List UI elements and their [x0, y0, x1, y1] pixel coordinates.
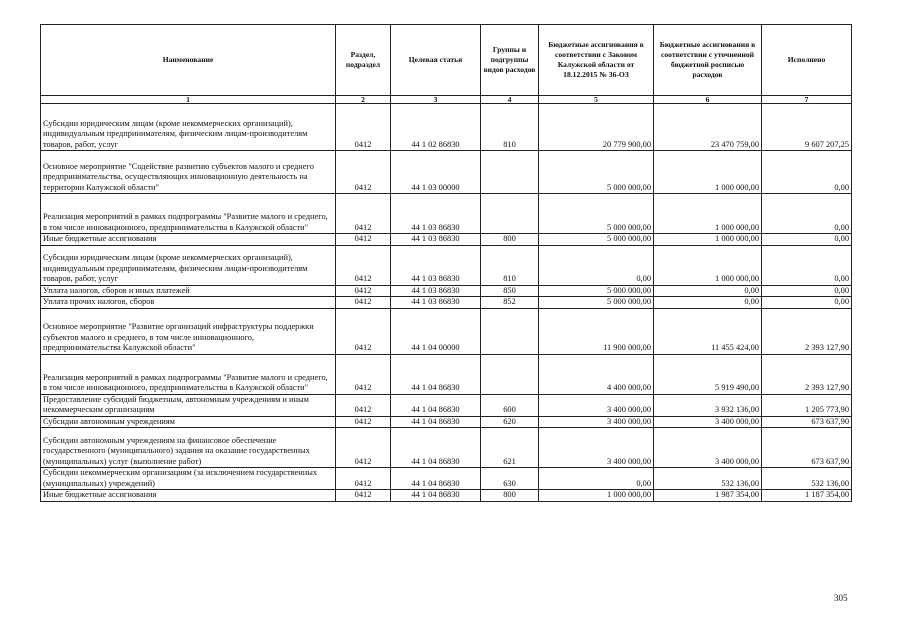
row-law-amount-cell: 20 779 900,00 — [539, 104, 654, 151]
row-article-cell: 44 1 04 86830 — [391, 394, 481, 416]
row-section-cell: 0412 — [336, 490, 391, 502]
row-law-amount-cell: 5 000 000,00 — [539, 194, 654, 234]
header-section: Раздел, подраздел — [336, 25, 391, 96]
table-row — [41, 245, 852, 285]
row-refined-amount-cell: 23 470 759,00 — [654, 104, 762, 151]
row-article-cell: 44 1 04 86830 — [391, 416, 481, 428]
table-row — [41, 416, 852, 428]
header-name: Наименование — [41, 25, 336, 96]
row-law-amount-cell: 11 900 000,00 — [539, 308, 654, 354]
row-section-cell: 0412 — [336, 194, 391, 234]
row-refined-amount-cell: 1 987 354,00 — [654, 490, 762, 502]
row-group-cell: 810 — [481, 104, 539, 151]
row-group-cell: 852 — [481, 297, 539, 309]
row-refined-amount-cell: 3 400 000,00 — [654, 428, 762, 468]
row-executed-amount-cell: 673 637,90 — [762, 416, 852, 428]
column-number: 4 — [481, 96, 539, 104]
row-law-amount-cell: 4 400 000,00 — [539, 354, 654, 394]
row-executed-amount-cell: 0,00 — [762, 234, 852, 246]
column-number: 5 — [539, 96, 654, 104]
header-executed: Исполнено — [762, 25, 852, 96]
column-number: 7 — [762, 96, 852, 104]
row-refined-amount-cell: 3 932 136,00 — [654, 394, 762, 416]
row-refined-amount-cell: 1 000 000,00 — [654, 245, 762, 285]
row-refined-amount-cell: 0,00 — [654, 297, 762, 309]
row-name-cell: Уплата налогов, сборов и иных платежей — [41, 285, 336, 297]
row-refined-amount-cell: 5 919 490,00 — [654, 354, 762, 394]
row-section-cell: 0412 — [336, 297, 391, 309]
table-body — [41, 104, 852, 502]
table-row — [41, 308, 852, 354]
row-article-cell: 44 1 03 86830 — [391, 285, 481, 297]
table-row — [41, 194, 852, 234]
row-section-cell: 0412 — [336, 394, 391, 416]
row-law-amount-cell: 5 000 000,00 — [539, 285, 654, 297]
row-name-cell: Иные бюджетные ассигнования — [41, 234, 336, 246]
row-article-cell: 44 1 02 86830 — [391, 104, 481, 151]
row-article-cell: 44 1 03 86830 — [391, 297, 481, 309]
row-executed-amount-cell: 0,00 — [762, 297, 852, 309]
table-row — [41, 428, 852, 468]
row-law-amount-cell: 5 000 000,00 — [539, 151, 654, 194]
row-group-cell — [481, 151, 539, 194]
row-article-cell: 44 1 04 86830 — [391, 468, 481, 490]
row-law-amount-cell: 3 400 000,00 — [539, 416, 654, 428]
row-article-cell: 44 1 03 86830 — [391, 234, 481, 246]
header-group: Группы и подгруппы видов расходов — [481, 25, 539, 96]
row-section-cell: 0412 — [336, 416, 391, 428]
row-article-cell: 44 1 03 86830 — [391, 245, 481, 285]
row-refined-amount-cell: 1 000 000,00 — [654, 151, 762, 194]
row-group-cell: 621 — [481, 428, 539, 468]
row-section-cell: 0412 — [336, 245, 391, 285]
row-executed-amount-cell: 0,00 — [762, 285, 852, 297]
header-refined-allocations: Бюджетные ассигнования в соответствии с уточненной бюджетной росписью расходов — [654, 25, 762, 96]
row-refined-amount-cell: 532 136,00 — [654, 468, 762, 490]
table-row — [41, 104, 852, 151]
table-row — [41, 234, 852, 246]
row-section-cell: 0412 — [336, 104, 391, 151]
row-executed-amount-cell: 673 637,90 — [762, 428, 852, 468]
row-group-cell — [481, 354, 539, 394]
row-executed-amount-cell: 2 393 127,90 — [762, 308, 852, 354]
row-law-amount-cell: 0,00 — [539, 245, 654, 285]
row-executed-amount-cell: 0,00 — [762, 194, 852, 234]
row-executed-amount-cell: 2 393 127,90 — [762, 354, 852, 394]
row-group-cell — [481, 308, 539, 354]
table-row — [41, 394, 852, 416]
column-number: 3 — [391, 96, 481, 104]
row-refined-amount-cell: 1 000 000,00 — [654, 234, 762, 246]
row-article-cell: 44 1 03 86830 — [391, 194, 481, 234]
row-article-cell: 44 1 04 86830 — [391, 354, 481, 394]
header-law-allocations: Бюджетные ассигнования в соответствии с Законом Калужской области от 18.12.2015 № 36-ОЗ — [539, 25, 654, 96]
header-article: Целевая статья — [391, 25, 481, 96]
row-executed-amount-cell: 1 205 773,90 — [762, 394, 852, 416]
row-section-cell: 0412 — [336, 234, 391, 246]
row-law-amount-cell: 1 000 000,00 — [539, 490, 654, 502]
row-refined-amount-cell: 3 400 000,00 — [654, 416, 762, 428]
row-refined-amount-cell: 1 000 000,00 — [654, 194, 762, 234]
row-article-cell: 44 1 04 86830 — [391, 428, 481, 468]
row-section-cell: 0412 — [336, 354, 391, 394]
row-name-cell: Основное мероприятие "Содействие развитию субъектов малого и среднего предпринимательства, осуществляющих инновационную деятельность на территории Калужской области" — [41, 151, 336, 194]
row-section-cell: 0412 — [336, 468, 391, 490]
row-name-cell: Субсидии автономным учреждениям — [41, 416, 336, 428]
page-number: 305 — [834, 593, 848, 603]
row-executed-amount-cell: 532 136,00 — [762, 468, 852, 490]
row-section-cell: 0412 — [336, 428, 391, 468]
row-executed-amount-cell: 1 187 354,00 — [762, 490, 852, 502]
row-article-cell: 44 1 04 00000 — [391, 308, 481, 354]
header-row — [41, 25, 852, 96]
row-name-cell: Реализация мероприятий в рамках подпрограммы "Развитие малого и среднего, в том числе инновационного, предпринимательства в Калужской области" — [41, 354, 336, 394]
row-group-cell: 800 — [481, 234, 539, 246]
row-section-cell: 0412 — [336, 151, 391, 194]
table-row — [41, 297, 852, 309]
row-executed-amount-cell: 0,00 — [762, 151, 852, 194]
row-name-cell: Основное мероприятие "Развитие организаций инфраструктуры поддержки субъектов малого и среднего, в том числе инновационного, предпринимательства Калужской области" — [41, 308, 336, 354]
row-article-cell: 44 1 03 00000 — [391, 151, 481, 194]
row-law-amount-cell: 3 400 000,00 — [539, 428, 654, 468]
table-row — [41, 468, 852, 490]
row-law-amount-cell: 5 000 000,00 — [539, 297, 654, 309]
table-row — [41, 490, 852, 502]
row-group-cell: 850 — [481, 285, 539, 297]
column-number: 2 — [336, 96, 391, 104]
column-number: 6 — [654, 96, 762, 104]
row-group-cell: 620 — [481, 416, 539, 428]
budget-table — [40, 24, 852, 502]
row-name-cell: Субсидии юридическим лицам (кроме некоммерческих организаций), индивидуальным предпринимателям, физическим лицам-производителям товаров, работ, услуг — [41, 245, 336, 285]
row-group-cell: 630 — [481, 468, 539, 490]
row-law-amount-cell: 3 400 000,00 — [539, 394, 654, 416]
row-refined-amount-cell: 11 455 424,00 — [654, 308, 762, 354]
column-number-row — [41, 96, 852, 104]
row-name-cell: Субсидии автономным учреждениям на финансовое обеспечение государственного (муниципального) задания на оказание государственных (муниципальных) услуг (выполнение работ) — [41, 428, 336, 468]
row-name-cell: Уплата прочих налогов, сборов — [41, 297, 336, 309]
row-name-cell: Иные бюджетные ассигнования — [41, 490, 336, 502]
row-group-cell — [481, 194, 539, 234]
row-group-cell: 810 — [481, 245, 539, 285]
row-group-cell: 600 — [481, 394, 539, 416]
row-name-cell: Субсидии юридическим лицам (кроме некоммерческих организаций), индивидуальным предпринимателям, физическим лицам-производителям товаров, работ, услуг — [41, 104, 336, 151]
row-article-cell: 44 1 04 86830 — [391, 490, 481, 502]
column-number: 1 — [41, 96, 336, 104]
row-executed-amount-cell: 9 607 207,25 — [762, 104, 852, 151]
row-section-cell: 0412 — [336, 285, 391, 297]
table-row — [41, 151, 852, 194]
row-law-amount-cell: 0,00 — [539, 468, 654, 490]
row-name-cell: Реализация мероприятий в рамках подпрограммы "Развитие малого и среднего, в том числе инновационного, предпринимательства в Калужской области" — [41, 194, 336, 234]
row-group-cell: 800 — [481, 490, 539, 502]
row-refined-amount-cell: 0,00 — [654, 285, 762, 297]
row-executed-amount-cell: 0,00 — [762, 245, 852, 285]
row-name-cell: Предоставление субсидий бюджетным, автономным учреждениям и иным некоммерческим организациям — [41, 394, 336, 416]
table-row — [41, 354, 852, 394]
row-law-amount-cell: 5 000 000,00 — [539, 234, 654, 246]
row-section-cell: 0412 — [336, 308, 391, 354]
row-name-cell: Субсидии некоммерческим организациям (за исключением государственных (муниципальных) учреждений) — [41, 468, 336, 490]
table-row — [41, 285, 852, 297]
